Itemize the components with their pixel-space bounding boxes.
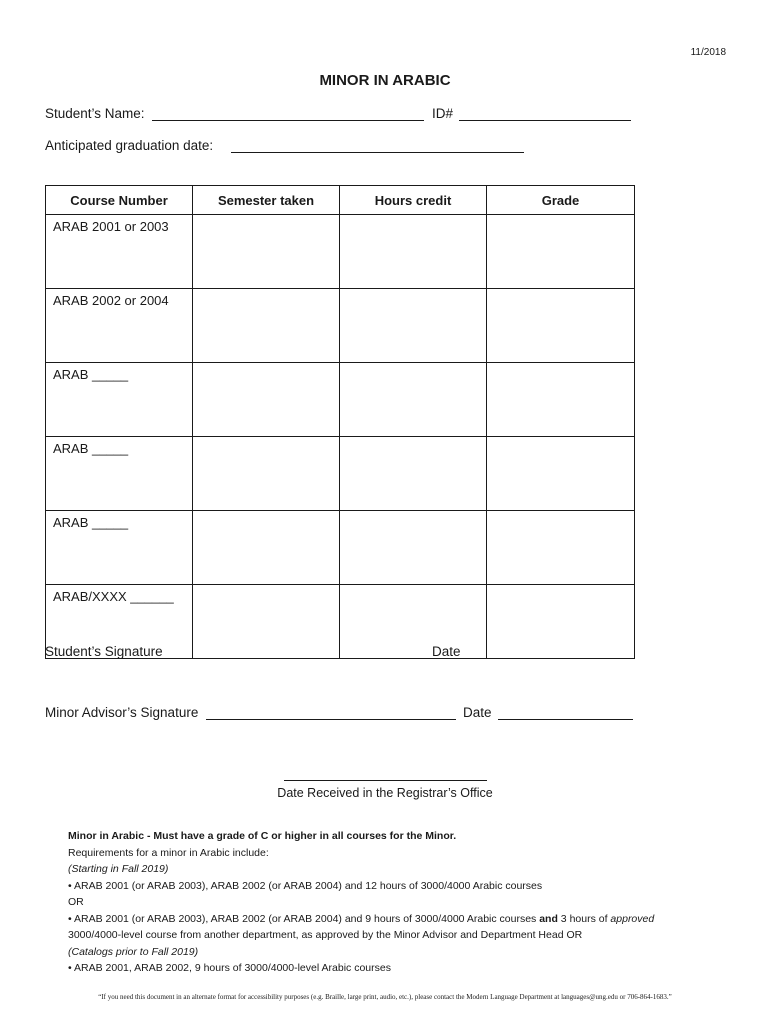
header-semester-taken: Semester taken	[193, 186, 340, 215]
id-field[interactable]	[459, 120, 631, 121]
grade-cell[interactable]	[487, 585, 635, 659]
grade-cell[interactable]	[487, 437, 635, 511]
advisor-signature-label: Minor Advisor’s Signature	[45, 705, 199, 720]
requirements-starting: (Starting in Fall 2019)	[68, 863, 169, 875]
table-row	[46, 437, 635, 511]
registrar-label: Date Received in the Registrar’s Office	[277, 786, 493, 800]
accessibility-footnote: “If you need this document in an alternate format for accessibility purposes (e.g. Braille, large print, audio, etc.), please contact the Modern Language Department at languages@ung.edu or 706-864-1683.”	[98, 993, 672, 1001]
requirements-intro: Requirements for a minor in Arabic include:	[68, 846, 269, 859]
semester-cell[interactable]	[193, 437, 340, 511]
table-row	[46, 363, 635, 437]
semester-cell[interactable]	[193, 511, 340, 585]
course-number-cell: ARAB _____	[46, 437, 193, 511]
requirements-or: OR	[68, 896, 84, 908]
advisor-date-label: Date	[463, 705, 492, 720]
student-signature-label: Student’s Signature	[45, 644, 163, 659]
page-title: MINOR IN ARABIC	[319, 72, 451, 89]
student-name-field[interactable]	[152, 120, 424, 121]
hours-cell[interactable]	[340, 585, 487, 659]
student-date-field[interactable]	[464, 658, 629, 659]
semester-cell[interactable]	[193, 215, 340, 289]
registrar-date-field[interactable]	[284, 780, 487, 781]
requirements-option-1: • ARAB 2001 (or ARAB 2003), ARAB 2002 (or ARAB 2004) and 12 hours of 3000/4000 Arabic courses	[68, 879, 543, 892]
hours-cell[interactable]	[340, 215, 487, 289]
header-grade: Grade	[487, 186, 635, 215]
table-row	[46, 215, 635, 289]
requirements-catalogs: (Catalogs prior to Fall 2019)	[68, 945, 199, 958]
table-row	[46, 511, 635, 585]
table-row	[46, 289, 635, 363]
course-number-cell: ARAB/XXXX ______	[46, 585, 193, 659]
student-date-label: Date	[432, 644, 461, 659]
header-hours-credit: Hours credit	[340, 186, 487, 215]
requirements-option-3: • ARAB 2001, ARAB 2002, 9 hours of 3000/4000-level Arabic courses	[68, 962, 391, 974]
advisor-date-field[interactable]	[498, 719, 633, 720]
course-number-cell: ARAB _____	[46, 363, 193, 437]
advisor-signature-field[interactable]	[206, 719, 456, 720]
semester-cell[interactable]	[193, 363, 340, 437]
hours-cell[interactable]	[340, 437, 487, 511]
requirements-section	[68, 828, 728, 977]
grade-cell[interactable]	[487, 363, 635, 437]
course-number-cell: ARAB 2002 or 2004	[46, 289, 193, 363]
semester-cell[interactable]	[193, 289, 340, 363]
courses-table	[45, 185, 635, 659]
table-header-row	[46, 186, 635, 215]
course-number-cell: ARAB 2001 or 2003	[46, 215, 193, 289]
grade-cell[interactable]	[487, 289, 635, 363]
header-course-number: Course Number	[46, 186, 193, 215]
course-number-cell: ARAB _____	[46, 511, 193, 585]
grade-cell[interactable]	[487, 215, 635, 289]
student-signature-field[interactable]	[168, 658, 424, 659]
semester-cell[interactable]	[193, 585, 340, 659]
graduation-date-label: Anticipated graduation date:	[45, 138, 214, 153]
hours-cell[interactable]	[340, 289, 487, 363]
hours-cell[interactable]	[340, 511, 487, 585]
form-date: 11/2018	[690, 47, 726, 58]
id-label: ID#	[432, 106, 454, 121]
requirements-option-2-cont: 3000/4000-level course from another department, as approved by the Minor Advisor and Department Head OR	[68, 929, 583, 941]
student-name-label: Student’s Name:	[45, 106, 145, 121]
graduation-date-field[interactable]	[231, 152, 524, 153]
grade-cell[interactable]	[487, 511, 635, 585]
requirements-heading: Minor in Arabic - Must have a grade of C or higher in all courses for the Minor.	[68, 830, 457, 842]
hours-cell[interactable]	[340, 363, 487, 437]
requirements-option-2: • ARAB 2001 (or ARAB 2003), ARAB 2002 (or ARAB 2004) and 9 hours of 3000/4000 Arabic courses and 3 hours of approved	[68, 912, 655, 925]
